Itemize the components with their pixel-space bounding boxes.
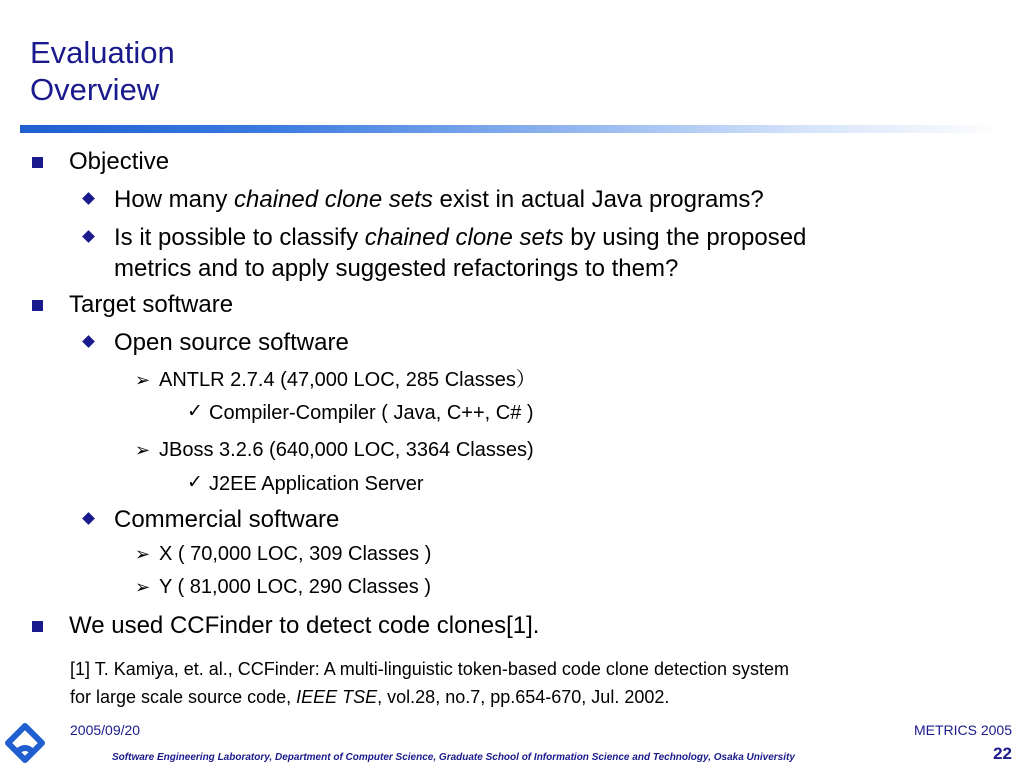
square-bullet-icon bbox=[32, 157, 43, 168]
bullet-text: Commercial software bbox=[114, 506, 340, 533]
bullet-text-post: by using the proposed bbox=[563, 224, 807, 251]
bullet-antlr bbox=[135, 367, 536, 393]
bullet-open-source bbox=[114, 328, 349, 358]
arrow-bullet-icon: ➢ bbox=[135, 440, 151, 460]
bullet-antlr-description bbox=[187, 400, 534, 426]
footer-lab: Software Engineering Laboratory, Department of Computer Science, Graduate School of Information Science and Technology, Osaka University bbox=[112, 752, 795, 763]
diamond-bullet-icon bbox=[82, 335, 95, 348]
bullet-text-emphasis: chained clone sets bbox=[364, 224, 564, 251]
page-number: 22 bbox=[993, 744, 1012, 763]
bullet-text: J2EE Application Server bbox=[209, 473, 424, 495]
bullet-text-post: exist in actual Java programs? bbox=[432, 186, 764, 213]
reference-text-post: , vol.28, no.7, pp.654-670, Jul. 2002. bbox=[377, 687, 670, 707]
reference-text-pre: for large scale source code, bbox=[70, 687, 297, 707]
bullet-ccfinder bbox=[69, 612, 539, 640]
bullet-question-2-continuation bbox=[114, 254, 678, 284]
bullet-text: X ( 70,000 LOC, 309 Classes ) bbox=[159, 543, 432, 565]
reference-line-2 bbox=[70, 683, 669, 711]
reference-text: [1] T. Kamiya, et. al., CCFinder: A multi-linguistic token-based code clone detection system bbox=[70, 659, 790, 679]
reference-journal: IEEE TSE bbox=[296, 687, 378, 707]
reference-line-1 bbox=[70, 655, 789, 683]
title-divider bbox=[20, 125, 1005, 133]
bullet-commercial bbox=[114, 505, 339, 535]
diamond-bullet-icon bbox=[82, 512, 95, 525]
bullet-jboss bbox=[135, 437, 534, 463]
bullet-target-software bbox=[69, 291, 233, 319]
bullet-text: Compiler-Compiler ( Java, C++, C# ) bbox=[209, 402, 534, 424]
bullet-jboss-description bbox=[187, 471, 424, 497]
bullet-text: Y ( 81,000 LOC, 290 Classes ) bbox=[159, 576, 431, 598]
square-bullet-icon bbox=[32, 300, 43, 311]
square-bullet-icon bbox=[32, 621, 43, 632]
slide-title bbox=[30, 34, 175, 108]
title-line-1: Evaluation bbox=[30, 35, 175, 70]
bullet-text-emphasis: chained clone sets bbox=[234, 186, 433, 213]
bullet-question-2 bbox=[114, 223, 806, 253]
check-bullet-icon: ✓ bbox=[187, 401, 203, 422]
bullet-question-1 bbox=[114, 185, 764, 215]
bullet-text: JBoss 3.2.6 (640,000 LOC, 3364 Classes) bbox=[159, 439, 534, 461]
osaka-university-logo bbox=[4, 722, 46, 764]
bullet-software-y bbox=[135, 574, 431, 600]
bullet-text-pre: Is it possible to classify bbox=[114, 224, 365, 251]
footer-conference: METRICS 2005 bbox=[913, 722, 1012, 738]
arrow-bullet-icon: ➢ bbox=[135, 544, 151, 564]
bullet-text: ANTLR 2.7.4 (47,000 LOC, 285 Classes） bbox=[159, 369, 536, 391]
title-line-2: Overview bbox=[30, 72, 160, 107]
check-bullet-icon: ✓ bbox=[187, 472, 203, 493]
bullet-text: metrics and to apply suggested refactorings to them? bbox=[114, 255, 679, 282]
bullet-software-x bbox=[135, 541, 432, 567]
diamond-bullet-icon bbox=[82, 192, 95, 205]
diamond-bullet-icon bbox=[82, 230, 95, 243]
bullet-text: Open source software bbox=[114, 329, 349, 356]
bullet-text-pre: How many bbox=[114, 186, 235, 213]
bullet-text: Objective bbox=[69, 148, 170, 175]
bullet-text: We used CCFinder to detect code clones[1]. bbox=[69, 612, 540, 639]
bullet-objective bbox=[69, 148, 169, 176]
arrow-bullet-icon: ➢ bbox=[135, 370, 151, 390]
arrow-bullet-icon: ➢ bbox=[135, 577, 151, 597]
footer-date: 2005/09/20 bbox=[70, 722, 141, 738]
bullet-text: Target software bbox=[69, 291, 234, 318]
